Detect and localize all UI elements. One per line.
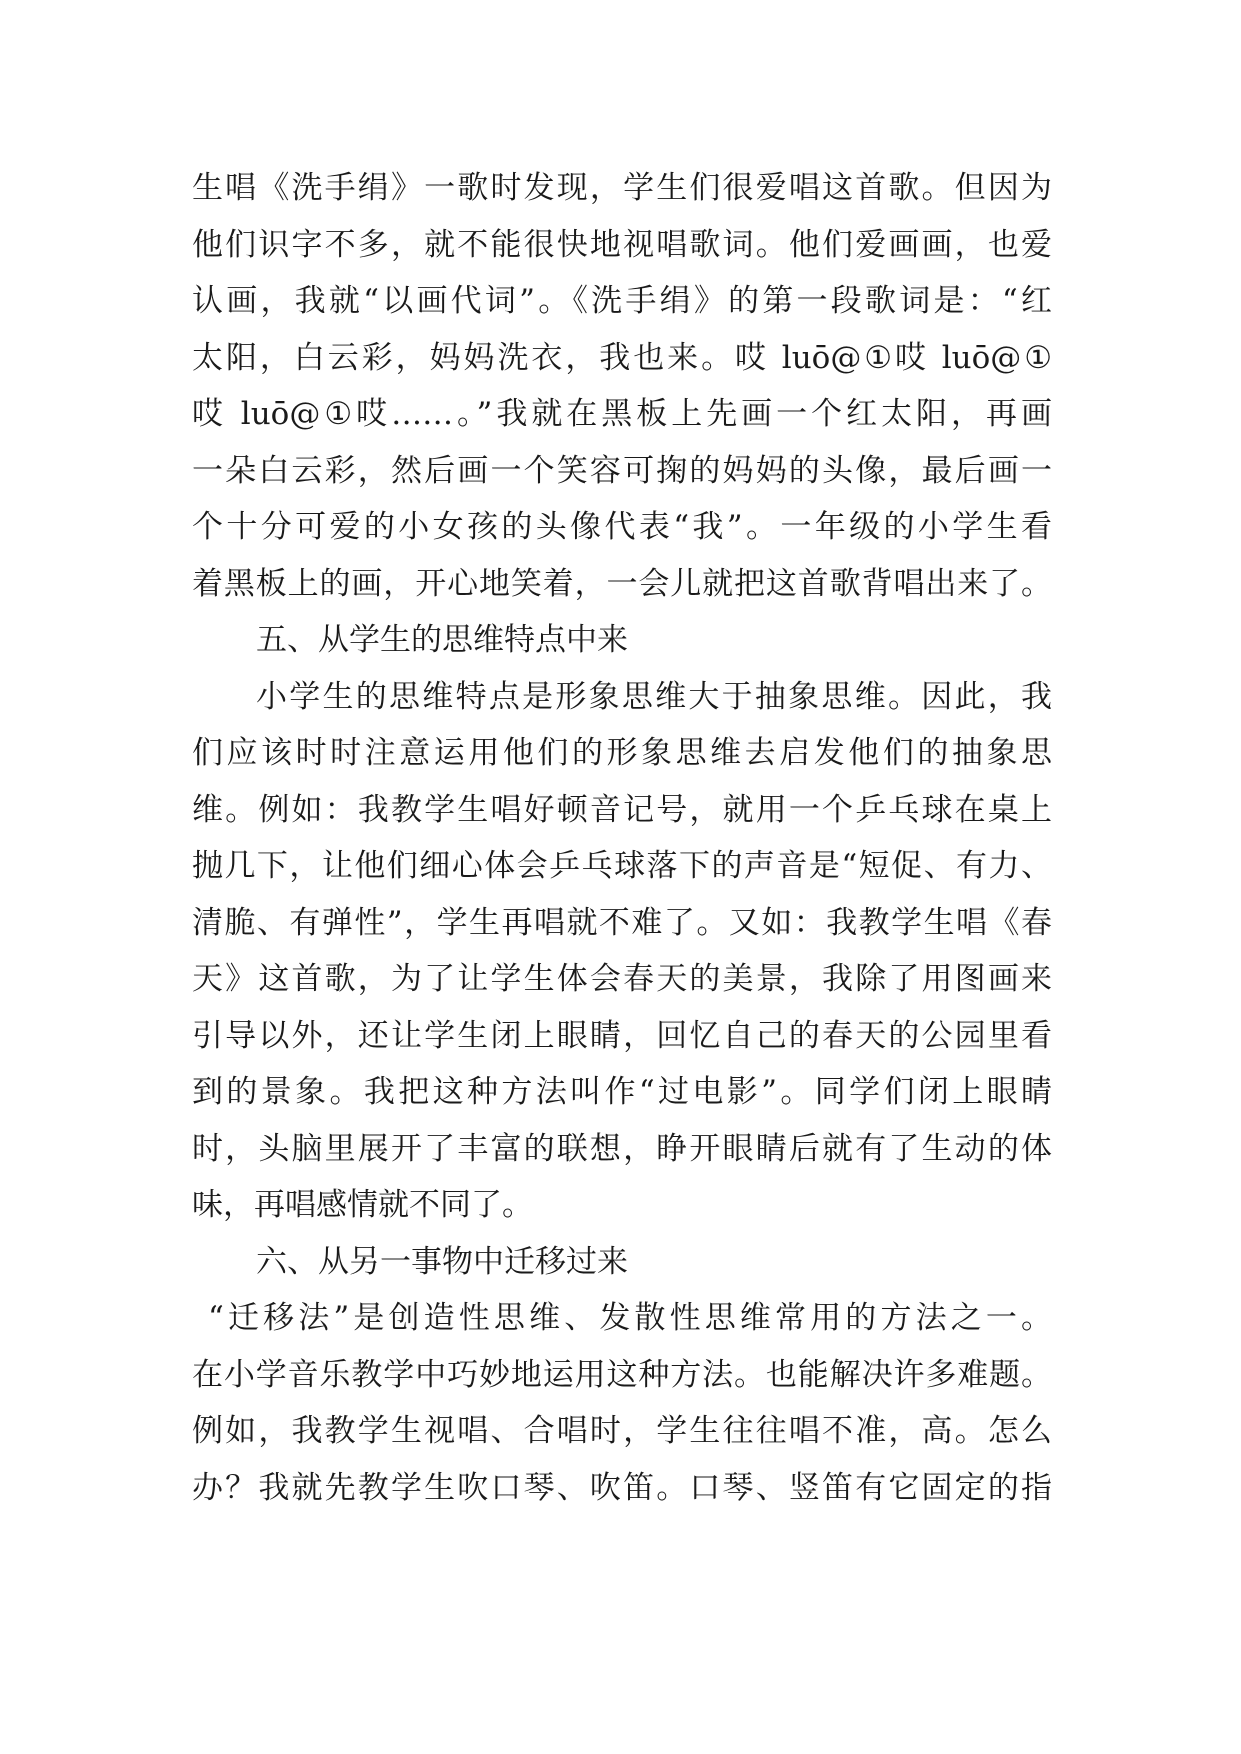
text-line: “迁移法”是创造性思维、发散性思维常用的方法之一。 <box>208 1300 1052 1336</box>
document-body <box>192 160 1052 1516</box>
text-line: 天》这首歌，为了让学生体会春天的美景，我除了用图画来 <box>192 961 1052 997</box>
text-line: 引导以外，还让学生闭上眼睛，回忆自己的春天的公园里看 <box>192 1017 1052 1054</box>
text-line: 抛几下，让他们细心体会乒乓球落下的声音是“短促、有力、 <box>192 848 1052 884</box>
text-line: 认画，我就“以画代词”。《洗手绢》的第一段歌词是：“红 <box>192 283 1052 319</box>
text-line: 他们识字不多，就不能很快地视唱歌词。他们爱画画，也爱 <box>192 226 1052 263</box>
text-line: 到的景象。我把这种方法叫作“过电影”。同学们闭上眼睛 <box>192 1074 1052 1110</box>
text-line: 例如，我教学生视唱、合唱时，学生往往唱不准，高。怎么 <box>192 1413 1052 1449</box>
text-line: 办？我就先教学生吹口琴、吹笛。口琴、竖笛有它固定的指 <box>192 1469 1052 1506</box>
text-line: 小学生的思维特点是形象思维大于抽象思维。因此，我 <box>256 678 1052 715</box>
text-line: 味，再唱感情就不同了。 <box>192 1187 533 1223</box>
text-line: 们应该时时注意运用他们的形象思维去启发他们的抽象思 <box>192 735 1052 771</box>
text-line: 生唱《洗手绢》一歌时发现，学生们很爱唱这首歌。但因为 <box>192 170 1052 206</box>
text-line: 维。例如：我教学生唱好顿音记号，就用一个乒乓球在桌上 <box>192 791 1052 828</box>
section-heading: 六、从另一事物中迁移过来 <box>256 1243 628 1280</box>
section-heading: 五、从学生的思维特点中来 <box>256 622 628 658</box>
text-line: 着黑板上的画，开心地笑着，一会儿就把这首歌背唱出来了。 <box>192 565 1052 602</box>
text-line: 哎 luō@①哎……。”我就在黑板上先画一个红太阳，再画 <box>192 396 1052 432</box>
text-line: 一朵白云彩，然后画一个笑容可掬的妈妈的头像，最后画一 <box>192 452 1052 489</box>
text-line: 在小学音乐教学中巧妙地运用这种方法。也能解决许多难题。 <box>192 1356 1052 1393</box>
text-line: 太阳，白云彩，妈妈洗衣，我也来。哎 luō@①哎 luō@① <box>192 339 1052 376</box>
text-line: 个十分可爱的小女孩的头像代表“我”。一年级的小学生看 <box>192 509 1052 545</box>
text-line: 清脆、有弹性”，学生再唱就不难了。又如：我教学生唱《春 <box>192 904 1052 941</box>
text-line: 时，头脑里展开了丰富的联想，睁开眼睛后就有了生动的体 <box>192 1130 1052 1167</box>
